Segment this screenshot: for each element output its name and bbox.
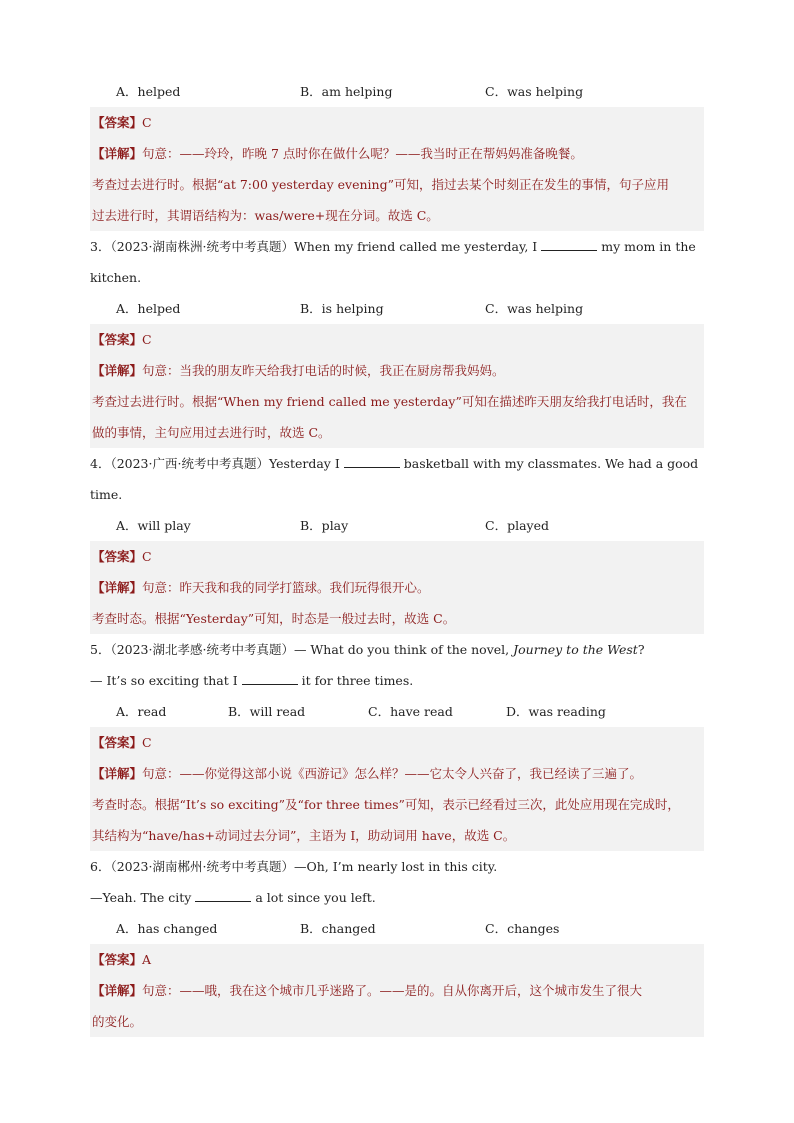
option-a: A．helped — [116, 301, 181, 316]
option-c: C．was helping — [485, 301, 584, 316]
answer-blank — [242, 672, 298, 685]
question-6 — [90, 851, 704, 913]
answer-tag: 【答案】 — [92, 332, 143, 347]
question-stem: basketball with my classmates. We had a good — [403, 456, 699, 471]
option-b: B．changed — [300, 921, 376, 936]
question-stem: my mom in the — [601, 239, 696, 254]
question-stem: 6．（2023·湖南郴州·统考中考真题）—Oh, I’m nearly lost in this city. — [90, 859, 498, 874]
question-4 — [90, 448, 704, 510]
option-a: A．helped — [116, 84, 181, 99]
detail-text: 的变化。 — [92, 1014, 143, 1029]
question-4-answer-block — [90, 541, 704, 634]
novel-title: Journey to the West — [513, 642, 638, 657]
question-6-answer-block — [90, 944, 704, 1037]
answer-blank — [541, 238, 597, 251]
detail-text: 句意：——哦，我在这个城市几乎迷路了。——是的。自从你离开后，这个城市发生了很大 — [142, 983, 643, 998]
detail-text: 句意：昨天我和我的同学打篮球。我们玩得很开心。 — [142, 580, 430, 595]
question-stem: 4．（2023·广西·统考中考真题）Yesterday I — [90, 456, 340, 471]
answer-value: C — [142, 115, 152, 130]
detail-text: 其结构为“have/has+动词过去分词”，主语为 I，助动词用 have，故选 C。 — [92, 828, 516, 843]
detail-text: 句意：——玲玲，昨晚 7 点时你在做什么呢？——我当时正在帮妈妈准备晚餐。 — [142, 146, 583, 161]
question-6-options — [90, 913, 704, 944]
question-stem: time. — [90, 487, 123, 502]
detail-text: 考查时态。根据“Yesterday”可知，时态是一般过去时，故选 C。 — [92, 611, 456, 626]
detail-text: 做的事情，主句应用过去进行时，故选 C。 — [92, 425, 331, 440]
option-d: D．was reading — [506, 704, 606, 719]
option-c: C．have read — [368, 704, 453, 719]
question-mark: ? — [637, 642, 645, 657]
answer-tag: 【答案】 — [92, 952, 143, 967]
option-c: C．played — [485, 518, 549, 533]
option-b: B．play — [300, 518, 349, 533]
answer-value: C — [142, 549, 152, 564]
answer-value: C — [142, 735, 152, 750]
question-2-options — [90, 76, 704, 107]
option-b: B．will read — [228, 704, 306, 719]
question-3-answer-block — [90, 324, 704, 448]
detail-text: 考查过去进行时。根据“When my friend called me yesterday”可知在描述昨天朋友给我打电话时，我在 — [92, 394, 687, 409]
question-4-options — [90, 510, 704, 541]
document-page — [90, 76, 704, 1037]
option-a: A．will play — [116, 518, 191, 533]
detail-text: 句意：当我的朋友昨天给我打电话的时候，我正在厨房帮我妈妈。 — [142, 363, 505, 378]
question-stem: — It’s so exciting that I — [90, 673, 238, 688]
detail-text: 句意：——你觉得这部小说《西游记》怎么样？——它太令人兴奋了，我已经读了三遍了。 — [142, 766, 643, 781]
question-stem: kitchen. — [90, 270, 142, 285]
question-5-options — [90, 696, 704, 727]
detail-tag: 【详解】 — [92, 983, 143, 998]
option-b: B．is helping — [300, 301, 384, 316]
answer-value: C — [142, 332, 152, 347]
detail-tag: 【详解】 — [92, 363, 143, 378]
question-3-options — [90, 293, 704, 324]
detail-tag: 【详解】 — [92, 580, 143, 595]
answer-value: A — [142, 952, 152, 967]
option-c: C．was helping — [485, 84, 584, 99]
question-3 — [90, 231, 704, 293]
answer-blank — [344, 455, 400, 468]
answer-tag: 【答案】 — [92, 549, 143, 564]
answer-tag: 【答案】 — [92, 115, 143, 130]
detail-tag: 【详解】 — [92, 146, 143, 161]
option-b: B．am helping — [300, 84, 393, 99]
question-5-answer-block — [90, 727, 704, 851]
detail-text: 考查时态。根据“It’s so exciting”及“for three times”可知，表示已经看过三次，此处应用现在完成时， — [92, 797, 680, 812]
question-stem: it for three times. — [301, 673, 414, 688]
question-stem: 5．（2023·湖北孝感·统考中考真题）— What do you think of the novel, — [90, 642, 510, 657]
answer-tag: 【答案】 — [92, 735, 143, 750]
option-a: A．has changed — [116, 921, 218, 936]
question-5 — [90, 634, 704, 696]
detail-text: 过去进行时，其谓语结构为：was/were+现在分词。故选 C。 — [92, 208, 439, 223]
question-stem: —Yeah. The city — [90, 890, 192, 905]
option-a: A．read — [116, 704, 167, 719]
answer-blank — [195, 889, 251, 902]
question-stem: 3．（2023·湖南株洲·统考中考真题）When my friend called me yesterday, I — [90, 239, 538, 254]
option-c: C．changes — [485, 921, 560, 936]
question-stem: a lot since you left. — [255, 890, 376, 905]
question-2-answer-block — [90, 107, 704, 231]
detail-text: 考查过去进行时。根据“at 7:00 yesterday evening”可知，指过去某个时刻正在发生的事情，句子应用 — [92, 177, 669, 192]
detail-tag: 【详解】 — [92, 766, 143, 781]
